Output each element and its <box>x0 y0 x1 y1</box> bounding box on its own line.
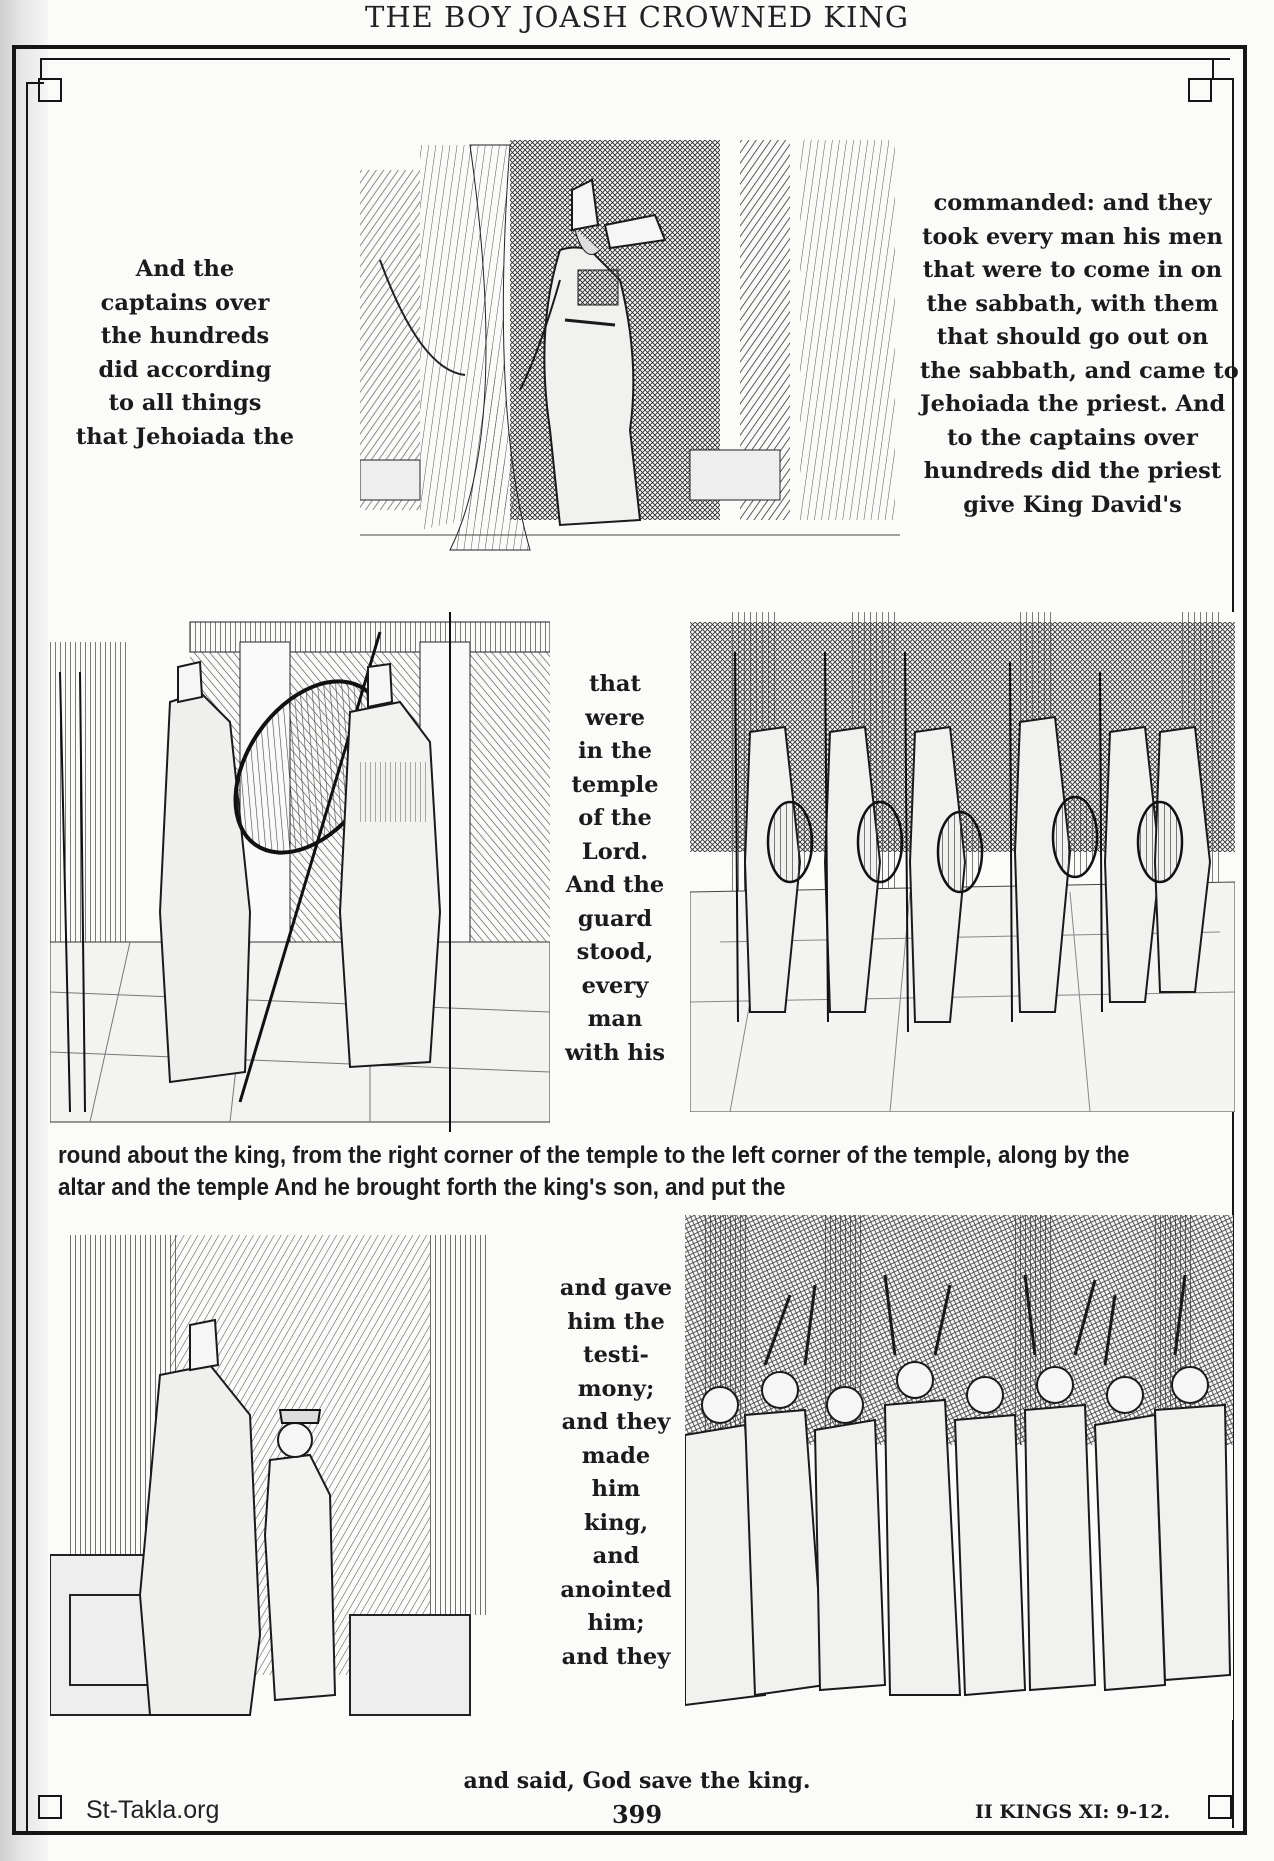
text-block-right-top <box>920 187 1239 522</box>
bottom-caption: and said, God save the king. <box>463 1768 811 1794</box>
text-line: to all things <box>108 390 262 416</box>
text-line: and gave <box>559 1275 673 1301</box>
text-line: captains over <box>100 289 270 316</box>
text-line: give King David's <box>963 491 1182 518</box>
text-line: testi- <box>583 1342 649 1368</box>
text-line: that <box>589 671 641 697</box>
scripture-reference: II KINGS XI: 9-12. <box>975 1801 1171 1823</box>
text-line: him; <box>587 1610 645 1636</box>
text-line: guard <box>577 905 653 932</box>
text-line: were <box>585 704 645 731</box>
text-line: him the <box>567 1308 665 1335</box>
corner-line-top-right-v <box>1212 58 1214 80</box>
priest-horn-drawing <box>360 130 900 555</box>
text-block-middle-2 <box>548 1272 684 1674</box>
text-line: took every man his men <box>922 223 1223 250</box>
page-number: 399 <box>611 1800 663 1829</box>
text-line: to the captains over <box>947 424 1198 451</box>
text-line: that should go out on <box>936 324 1209 350</box>
text-line: Lord. <box>581 838 649 865</box>
text-line: the hundreds <box>100 323 270 349</box>
text-line: with his <box>564 1039 666 1066</box>
text-line: did according <box>98 356 272 383</box>
text-line: made <box>581 1442 651 1469</box>
illustration-crowd-acclaiming-king <box>685 1215 1233 1720</box>
corner-line-right-top <box>1210 78 1232 80</box>
page-title: THE BOY JOASH CROWNED KING <box>364 0 909 34</box>
text-line: mony; <box>577 1375 655 1402</box>
corner-ornament-top-right <box>1188 78 1212 102</box>
text-line: and <box>592 1543 640 1569</box>
text-line: the sabbath, with them <box>926 290 1219 317</box>
text-line: altar and the temple And he brought forth the king's son, and put the <box>58 1174 786 1201</box>
shield-drawing <box>50 612 550 1132</box>
text-line: anointed <box>560 1576 672 1603</box>
corner-line-top-left-h <box>40 58 1230 80</box>
text-line: hundreds did the priest <box>923 458 1222 484</box>
text-line: and they <box>561 1409 671 1435</box>
text-line: in the <box>578 738 652 764</box>
text-line: temple <box>571 771 659 798</box>
corner-line-top-left-v <box>40 58 42 80</box>
text-line: Jehoiada the priest. And <box>920 391 1226 417</box>
illustration-priest-giving-shield <box>50 612 550 1132</box>
text-line: king, <box>583 1509 649 1536</box>
crowning-drawing <box>50 1215 550 1735</box>
illustration-guards-in-temple <box>690 612 1235 1112</box>
text-line: that Jehoiada the <box>75 423 295 450</box>
crowd-drawing <box>685 1215 1233 1720</box>
guards-drawing <box>690 612 1235 1112</box>
corner-line-top-left <box>26 82 44 1834</box>
text-line: round about the king, from the right corner of the temple to the left corner of the temple, along by the <box>58 1142 1130 1169</box>
text-line: stood, <box>576 939 654 965</box>
illustration-priest-blowing-horn <box>360 130 900 555</box>
text-line: And the <box>565 872 665 898</box>
watermark: St-Takla.org <box>86 1796 220 1824</box>
text-block-wide <box>58 1140 1155 1204</box>
text-line: of the <box>578 805 652 831</box>
text-line: man <box>587 1006 643 1032</box>
text-line: the sabbath, and came to <box>920 357 1239 384</box>
text-line: and they <box>561 1643 671 1670</box>
text-line: that were to come in on <box>922 257 1223 283</box>
text-line: commanded: and they <box>933 190 1212 216</box>
text-block-left-top <box>70 253 300 454</box>
text-block-middle-1 <box>555 668 675 1070</box>
text-line: every <box>581 972 649 999</box>
text-line: And the <box>135 256 235 282</box>
text-line: him <box>591 1476 641 1502</box>
illustration-priest-crowning-boy <box>50 1215 550 1735</box>
